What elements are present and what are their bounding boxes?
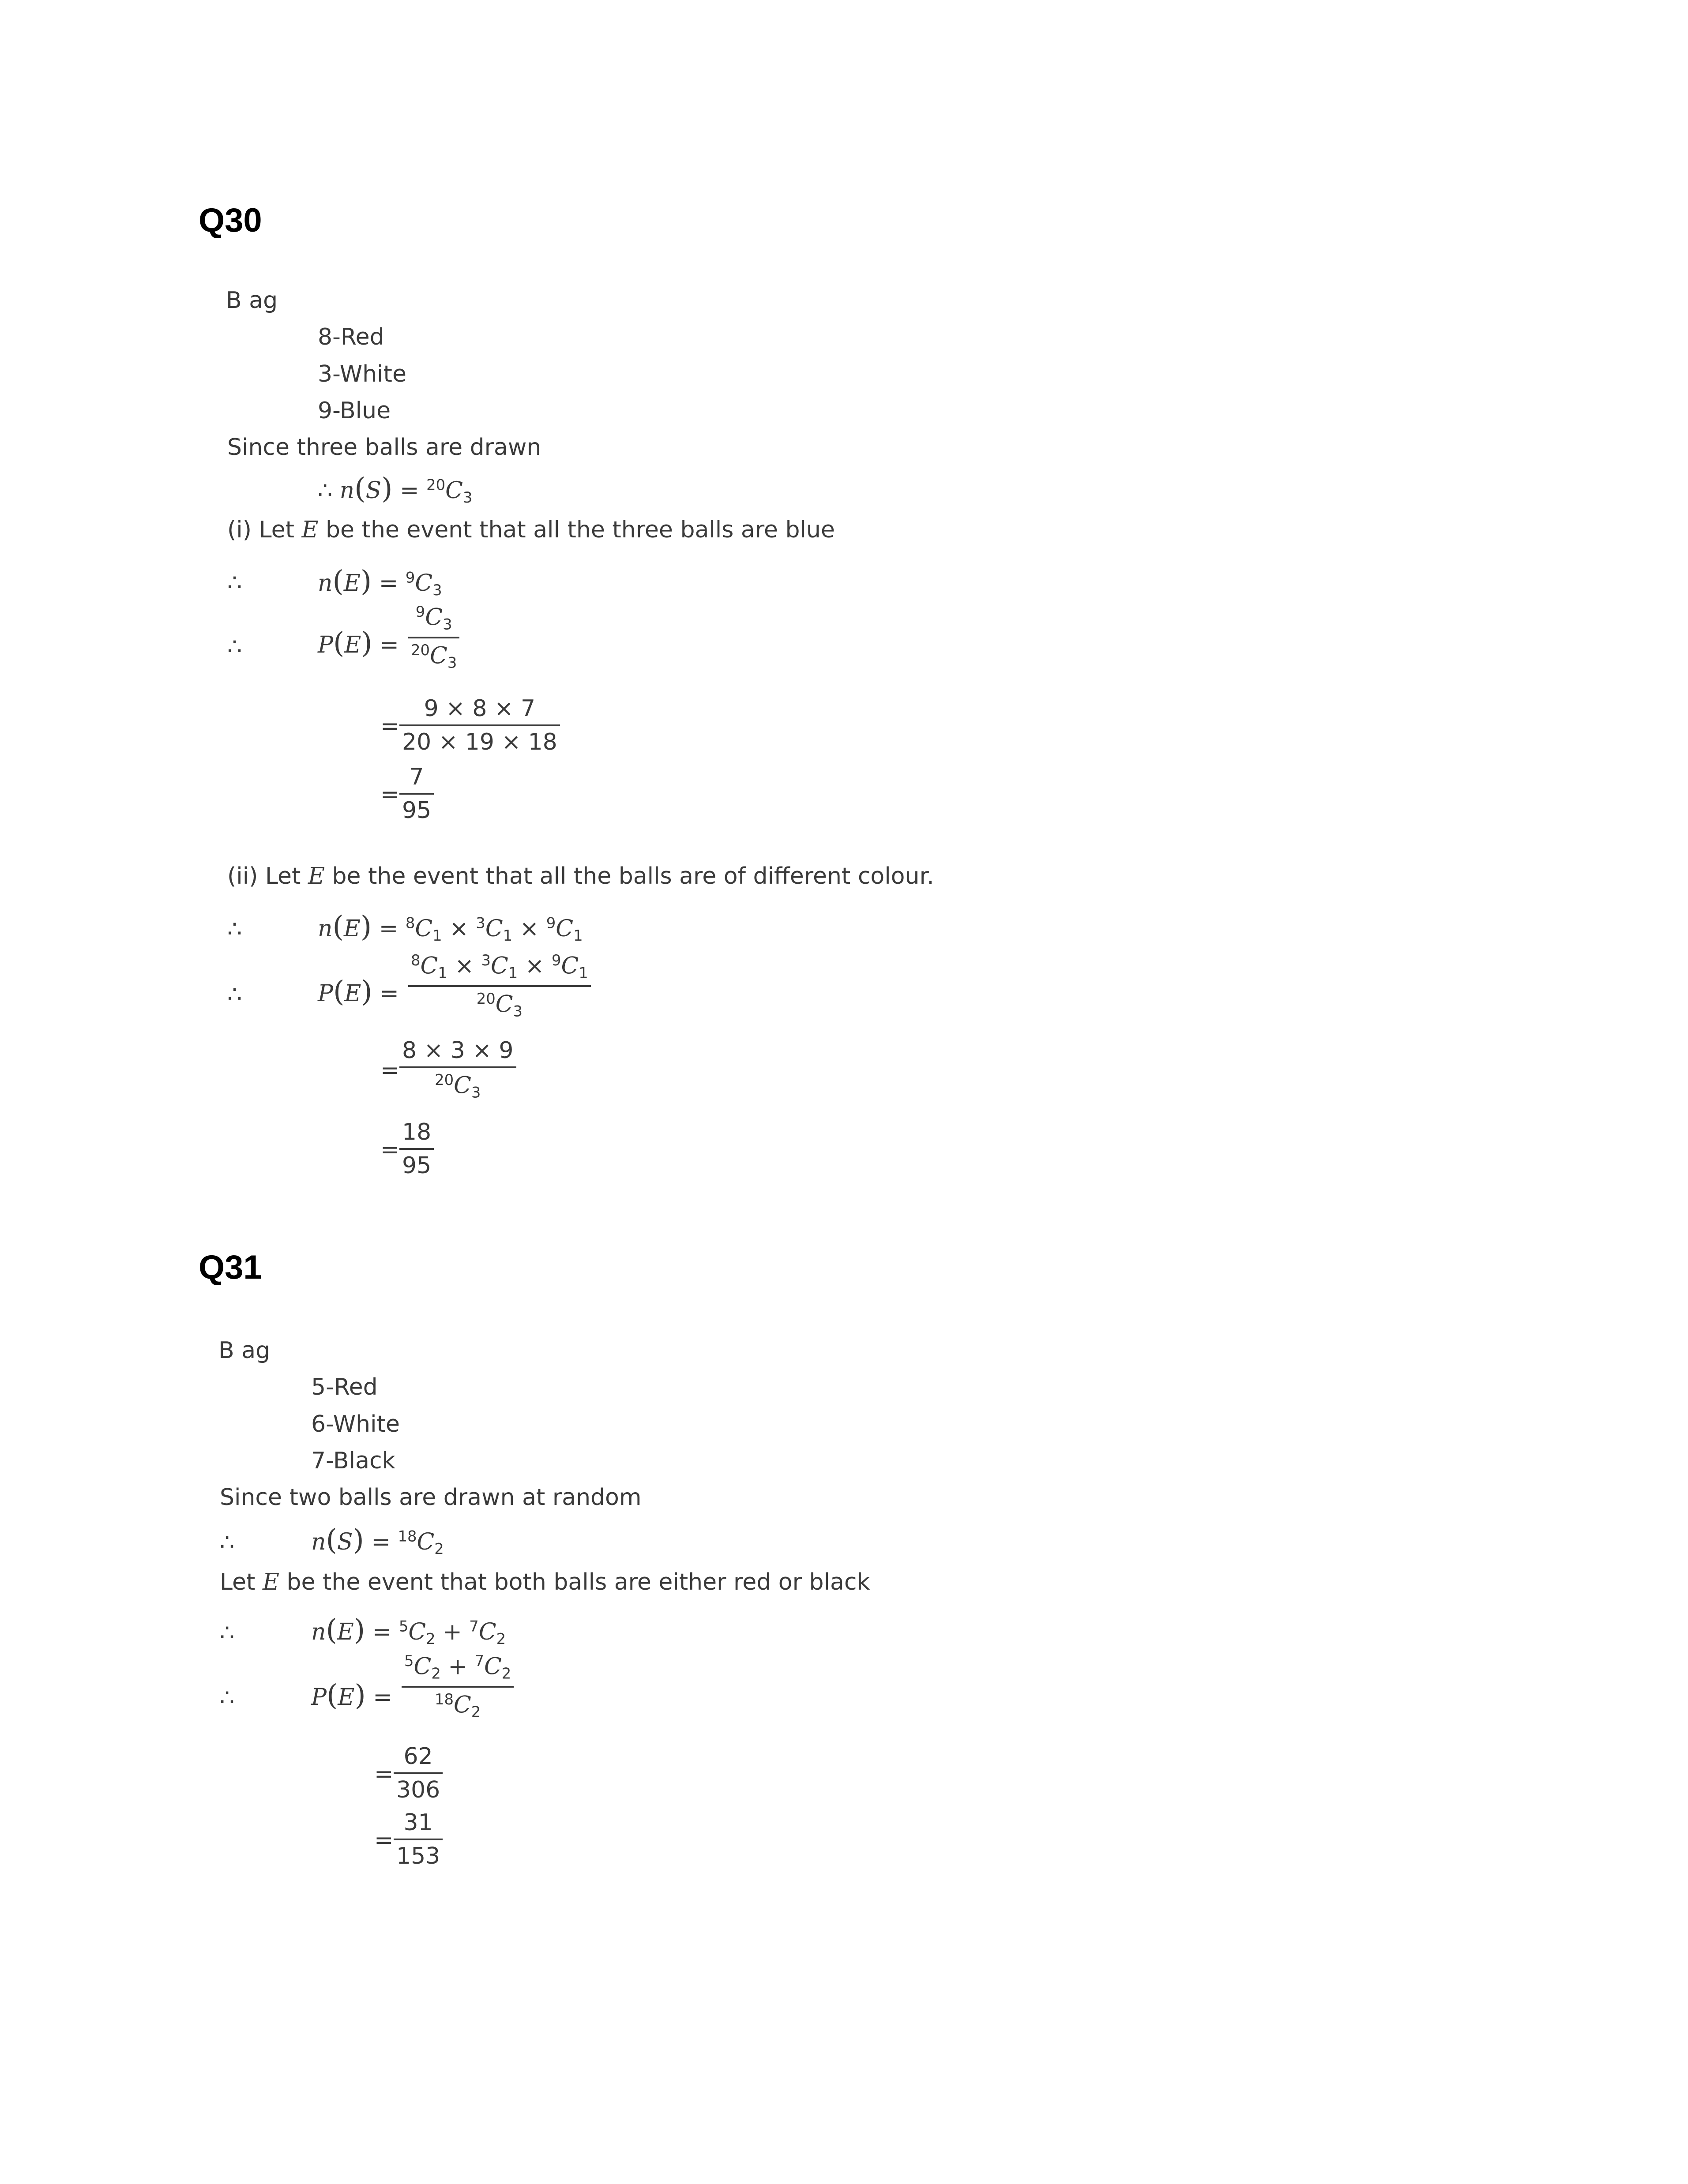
q31-bag-label: B ag (218, 1337, 271, 1364)
q31-therefore-3: ∴ (220, 1685, 235, 1711)
q31-therefore-2: ∴ (220, 1620, 235, 1646)
q30-part2-eq-2: = (380, 1137, 400, 1163)
q31-step1: 62 306 (394, 1745, 443, 1801)
q30-part1-pe-label: P(E) = (318, 627, 399, 660)
q31-intro: Since two balls are drawn at random (220, 1484, 642, 1511)
q30-part2-step2: 18 95 (399, 1121, 434, 1177)
q31-heading: Q31 (199, 1249, 262, 1286)
q30-item-blue: 9-Blue (318, 398, 391, 424)
q31-pe-fraction: $^5C_2 + ^7C_2$ $^{18}C_2$ (402, 1654, 514, 1719)
q31-ne: $n(E) = ^5C_2 + ^7C_2$ (311, 1614, 506, 1648)
q30-part2-pe-label: P(E) = (318, 975, 399, 1008)
q30-item-white: 3-White (318, 361, 406, 387)
q30-part2-ne: $n(E) = ^8C_1 \times ^3C_1 \times ^9C_1$ (318, 910, 583, 945)
q31-eq-2: = (374, 1827, 394, 1854)
q30-part2-eq-1: = (380, 1057, 400, 1084)
q30-part1-pe-fraction: $^9C_3$ $^{20}C_3$ (408, 604, 459, 670)
q30-part2-statement: (ii) Let E be the event that all the balls are of different colour. (227, 863, 934, 889)
q31-pe-label: P(E) = (311, 1679, 392, 1712)
q30-part1-step2: 7 95 (399, 766, 434, 822)
q31-item-black: 7-Black (311, 1448, 395, 1474)
q31-sample-space: $n(S) = ^{18}C_2$ (311, 1524, 444, 1558)
q31-event-statement: Let E be the event that both balls are either red or black (220, 1569, 870, 1595)
q30-sample-space: ∴ $n(S) = ^{20}C_3$ (318, 472, 473, 507)
q30-part1-therefore-1: ∴ (227, 570, 242, 596)
q30-part2-therefore-2: ∴ (227, 981, 242, 1008)
q30-intro: Since three balls are drawn (227, 434, 541, 461)
q30-part1-therefore-2: ∴ (227, 634, 242, 660)
q30-part1-ne: $n(E) = ^9C_3$ (318, 565, 442, 599)
q30-part1-eq-1: = (380, 713, 400, 739)
q30-part1-step1: 9 × 8 × 7 20 × 19 × 18 (399, 697, 560, 754)
q30-bag-label: B ag (226, 287, 278, 314)
q30-part1-eq-2: = (380, 781, 400, 808)
q30-item-red: 8-Red (318, 324, 384, 350)
q30-part2-pe-fraction: $^8C_1 \times ^3C_1 \times ^9C_1$ $^{20}C_3$ (408, 953, 591, 1019)
q30-part1-statement: (i) Let E be the event that all the three balls are blue (227, 517, 835, 543)
q30-heading: Q30 (199, 202, 262, 239)
q31-step2: 31 153 (394, 1811, 443, 1868)
q31-item-white: 6-White (311, 1411, 400, 1437)
q30-part2-therefore-1: ∴ (227, 916, 242, 942)
q31-therefore-1: ∴ (220, 1529, 235, 1556)
q31-item-red: 5-Red (311, 1374, 378, 1400)
q31-eq-1: = (374, 1761, 394, 1787)
q30-part2-step1: 8 × 3 × 9 $^{20}C_3$ (399, 1039, 516, 1100)
